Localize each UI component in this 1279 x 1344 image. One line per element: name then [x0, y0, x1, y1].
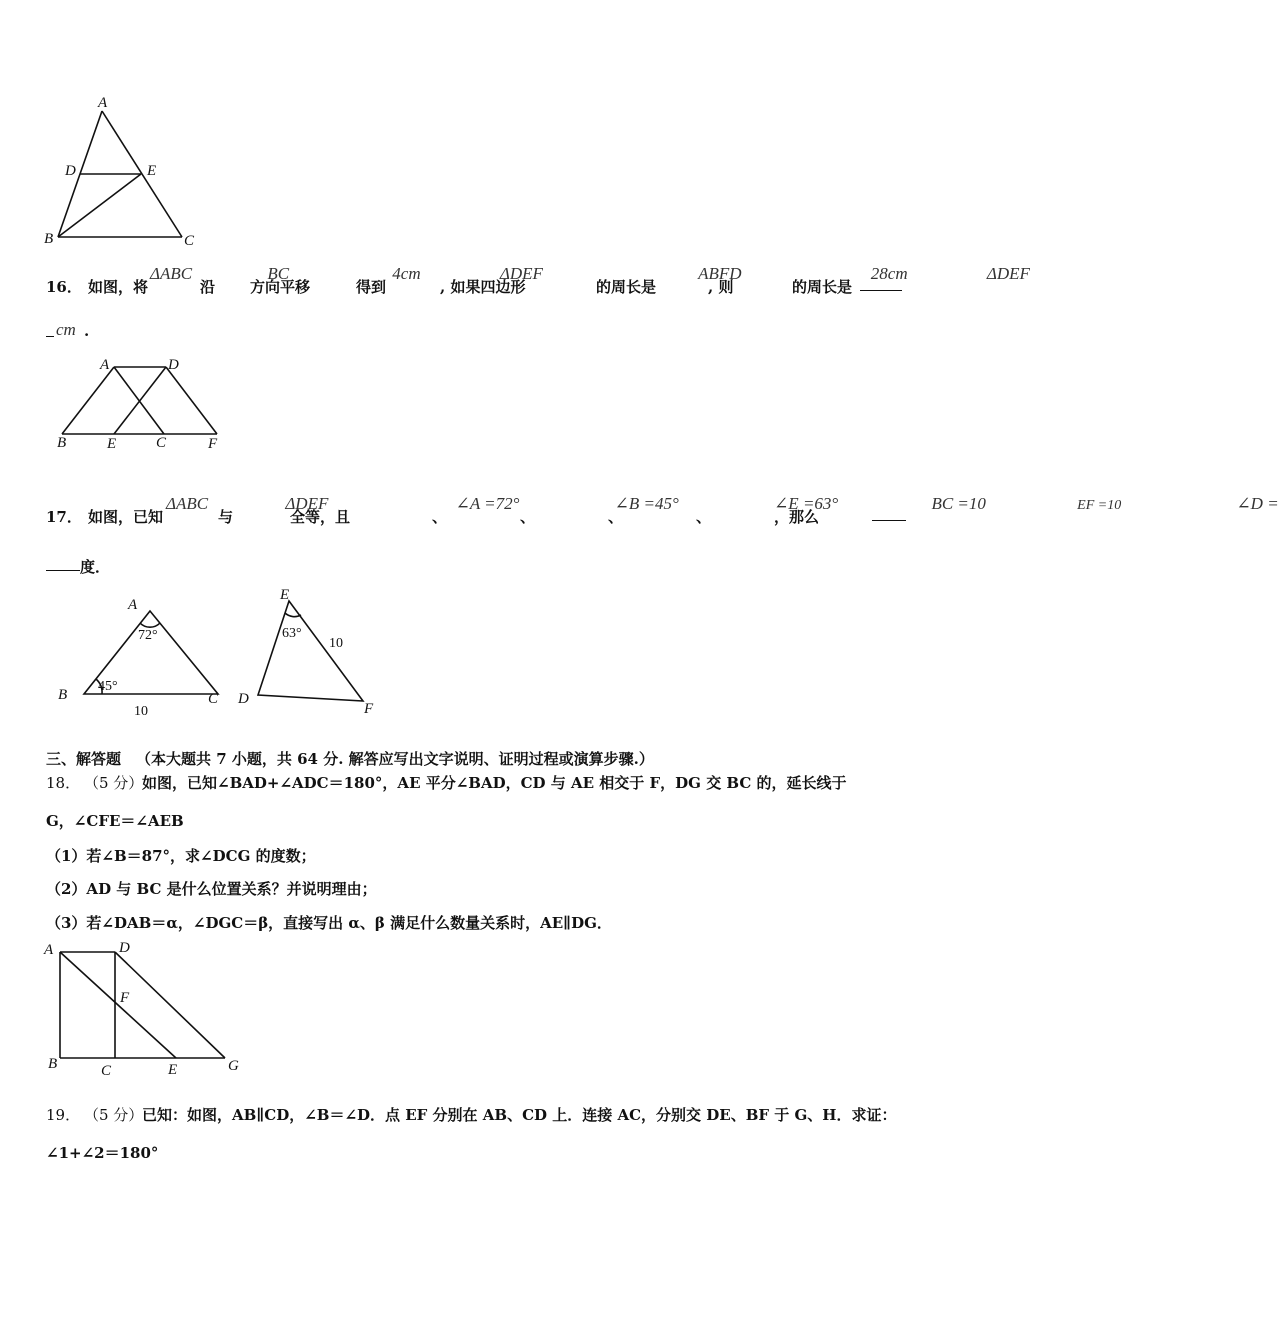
q18-score: （5 分） — [84, 774, 144, 792]
label-A: A — [128, 597, 138, 613]
label-C: C — [184, 233, 195, 249]
label-D: D — [65, 163, 76, 179]
side-BC-value: 10 — [134, 704, 148, 719]
angle-arc-A — [140, 623, 160, 627]
segment-DF — [166, 367, 217, 434]
q19-score: （5 分） — [84, 1106, 144, 1124]
label-B: B — [57, 435, 67, 451]
segment-BE — [58, 174, 141, 237]
label-B: B — [58, 687, 68, 703]
label-C: C — [101, 1063, 112, 1079]
label-A: A — [100, 357, 110, 373]
label-D: D — [168, 357, 179, 373]
triangle-DEF — [258, 601, 363, 701]
q19-number: 19． — [46, 1106, 81, 1124]
answer-blank-17b — [46, 556, 80, 571]
answer-blank-16b — [46, 322, 54, 337]
figure-q17 — [50, 585, 390, 720]
label-E: E — [168, 1062, 178, 1078]
label-B: B — [44, 231, 54, 247]
question-16: 16． 如图，将 ΔABC 沿 BC 方向平移 4cm 得到 ΔDEF , 如果四边形 ABFD 的周长是 28cm , 则 ΔDEF 的周长是 — [46, 264, 1030, 296]
label-F: F — [208, 436, 218, 452]
segment-DG — [115, 952, 225, 1058]
q17-number: 17． — [46, 508, 82, 526]
section-title: 三、解答题 — [46, 750, 122, 768]
label-E: E — [280, 587, 290, 603]
figure-q15 — [40, 95, 210, 255]
figure-q16 — [50, 355, 240, 455]
q16-number: 16． — [46, 278, 82, 296]
segment-AE — [60, 952, 176, 1058]
label-B: B — [48, 1056, 58, 1072]
angle-A-value: 72° — [138, 628, 158, 643]
label-C: C — [156, 435, 167, 451]
label-E: E — [107, 436, 117, 452]
q18-number: 18． — [46, 774, 81, 792]
question-17: 17． 如图，已知 ΔABC 与 ΔDEF 全等，且 ∠A =72° 、 ∠B =45° 、 ∠E =63° 、 BC =10 、 EF =10 ，那么 ∠D = — [46, 494, 1279, 526]
label-F: F — [364, 701, 374, 717]
label-D: D — [238, 691, 249, 707]
answer-blank-16a — [860, 276, 902, 291]
label-E: E — [147, 163, 157, 179]
side-EF-value: 10 — [329, 636, 343, 651]
label-G: G — [228, 1058, 239, 1074]
section-note: （本大题共 7 小题，共 64 分. 解答应写出文字说明、证明过程或演算步骤.） — [136, 750, 654, 768]
angle-B-value: 45° — [98, 679, 118, 694]
answer-blank-17a — [872, 506, 906, 521]
label-A: A — [44, 942, 54, 958]
segment-AB — [62, 367, 114, 434]
label-F: F — [120, 990, 130, 1006]
label-D: D — [119, 940, 130, 956]
label-C: C — [208, 691, 219, 707]
angle-E-value: 63° — [282, 626, 302, 641]
figure-q18 — [40, 938, 250, 1078]
label-A: A — [98, 95, 108, 111]
